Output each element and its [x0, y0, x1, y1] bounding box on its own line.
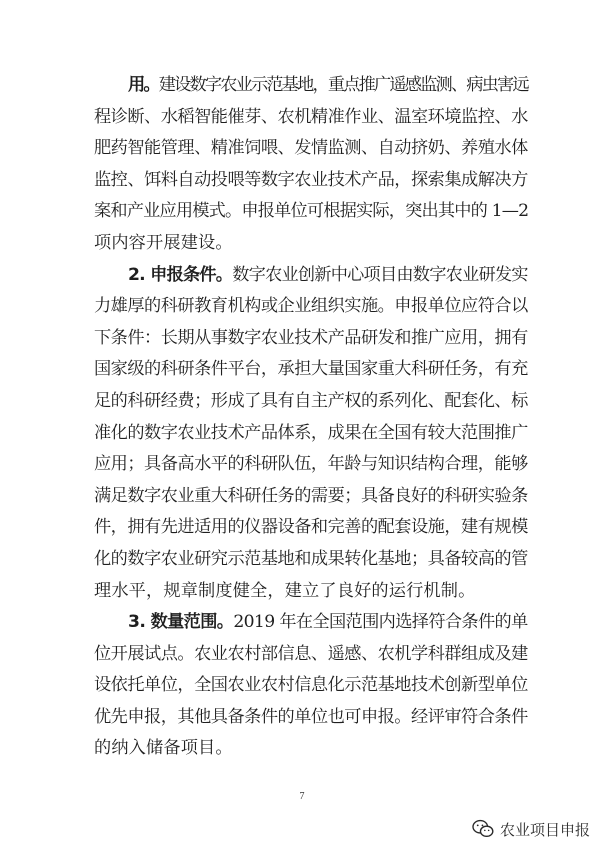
- text-line: [94, 386, 528, 418]
- paragraph: [94, 70, 528, 260]
- text-line: [94, 639, 528, 671]
- wechat-icon: [472, 819, 494, 839]
- line-text: 案和产业应用模式。申报单位可根据实际，突出其中的 1—2: [94, 201, 529, 222]
- text-line: [94, 102, 528, 134]
- text-line: [94, 323, 528, 355]
- watermark-text: 农业项目申报: [499, 820, 590, 839]
- line-text: 满足数字农业重大科研任务的需要；具备良好的科研实验条: [94, 485, 528, 506]
- text-line: [94, 670, 528, 702]
- text-line: [94, 607, 528, 639]
- text-line: [94, 165, 528, 197]
- text-line: [94, 481, 528, 513]
- text-line: [94, 70, 528, 102]
- line-text: 应用；具备高水平的科研队伍，年龄与知识结构合理，能够: [94, 454, 528, 475]
- line-text: 的纳入储备项目。: [94, 738, 233, 759]
- section-heading: 用。: [128, 75, 159, 95]
- text-line: [94, 733, 528, 765]
- text-line: [94, 260, 528, 292]
- text-line: [94, 449, 528, 481]
- line-text: 位开展试点。农业农村部信息、遥感、农机学科群组成及建: [94, 643, 528, 664]
- text-line: [94, 291, 528, 323]
- line-text: 件，拥有先进适用的仪器设备和完善的配套设施，建有规模: [94, 517, 528, 538]
- line-text: 建设数字农业示范基地，重点推广遥感监测、病虫害远: [158, 75, 528, 95]
- line-text: 项内容开展建设。: [94, 232, 233, 253]
- text-line: [94, 418, 528, 450]
- text-line: [94, 576, 528, 608]
- line-text: 数字农业创新中心项目由数字农业研发实: [232, 264, 528, 285]
- page-number: 7: [299, 791, 305, 802]
- section-heading: 3. 数量范围。: [128, 612, 234, 633]
- line-text: 国家级的科研条件平台，承担大量国家重大科研任务，有充: [94, 359, 528, 380]
- line-text: 力雄厚的科研教育机构或企业组织实施。申报单位应符合以: [94, 296, 528, 317]
- line-text: 2019 年在全国范围内选择符合条件的单: [233, 612, 528, 633]
- paragraph: [94, 607, 528, 765]
- line-text: 优先申报，其他具备条件的单位也可申报。经评审符合条件: [94, 706, 528, 727]
- line-text: 下条件：长期从事数字农业技术产品研发和推广应用，拥有: [94, 327, 528, 348]
- line-text: 程诊断、水稻智能催芽、农机精准作业、温室环境监控、水: [94, 106, 528, 127]
- line-text: 理水平，规章制度健全，建立了良好的运行机制。: [94, 580, 476, 601]
- text-line: [94, 133, 528, 165]
- text-line: [94, 544, 528, 576]
- line-text: 足的科研经费；形成了具有自主产权的系列化、配套化、标: [94, 390, 528, 411]
- line-text: 设依托单位，全国农业农村信息化示范基地技术创新型单位: [94, 675, 528, 696]
- line-text: 准化的数字农业技术产品体系，成果在全国有较大范围推广: [94, 422, 528, 443]
- section-heading: 2. 申报条件。: [128, 264, 233, 285]
- text-line: [94, 228, 528, 260]
- paragraph: [94, 260, 528, 608]
- text-line: [94, 196, 528, 228]
- document-body: [94, 70, 528, 765]
- text-line: [94, 512, 528, 544]
- text-line: [94, 702, 528, 734]
- line-text: 监控、饵料自动投喂等数字农业技术产品，探索集成解决方: [94, 169, 528, 190]
- text-line: [94, 354, 528, 386]
- line-text: 化的数字农业研究示范基地和成果转化基地；具备较高的管: [94, 548, 528, 569]
- watermark: [472, 816, 590, 842]
- line-text: 肥药智能管理、精准饲喂、发情监测、自动挤奶、养殖水体: [94, 138, 528, 159]
